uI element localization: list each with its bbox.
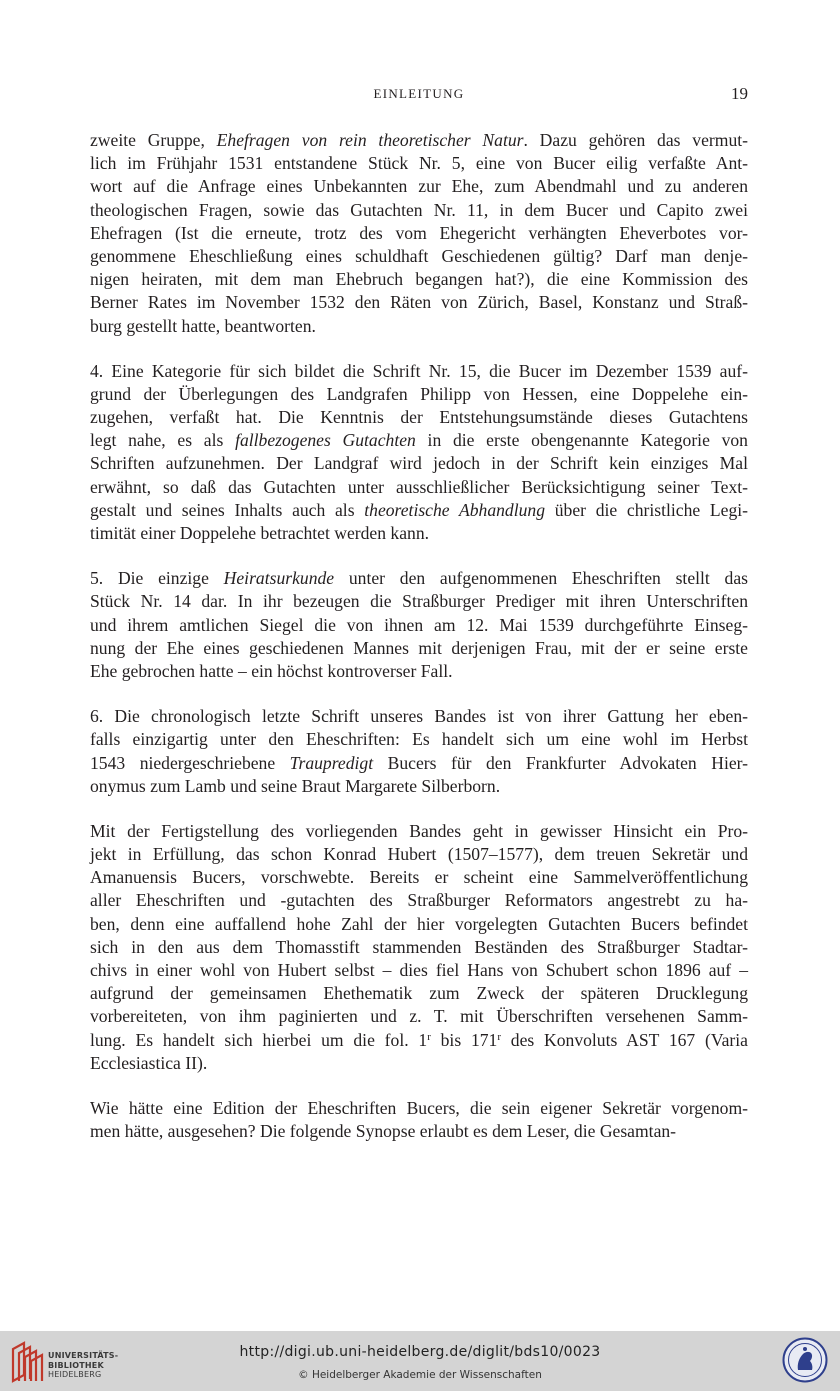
text-line [90, 499, 748, 522]
text-line [90, 820, 748, 843]
text-line [90, 660, 748, 683]
text-run: Schriften aufzunehmen. Der Landgraf wird jedoch in der Schrift kein einziges Mal [90, 453, 748, 474]
text-line [90, 129, 748, 152]
text-run: chivs in einer wohl von Hubert selbst – dies fiel Hans von Schubert schon 1896 auf – [90, 960, 748, 980]
italic-term: Traupredigt [289, 752, 374, 773]
logo-line-1: UNIVERSITÄTS- [48, 1351, 119, 1360]
footer-bar [0, 1331, 840, 1391]
italic-term: Ehefragen von rein theoretischer Natur [216, 130, 524, 150]
italic-term: theoretische Abhandlung [364, 499, 546, 520]
superscript: r [427, 1030, 431, 1043]
text-run: theologischen Fragen, sowie das Gutachten Nr. 11, in dem Bucer und Capito zwei [90, 199, 748, 220]
text-line [90, 982, 748, 1005]
text-line [90, 1120, 748, 1143]
text-run: Stück Nr. 14 dar. In ihr bezeugen die Straßburger Prediger mit ihren Unterschriften [90, 591, 748, 612]
text-run: ben, denn eine auffallend hohe Zahl der hier vorgelegten Gutachten Bucers befindet [90, 913, 748, 934]
text-line [90, 1029, 748, 1052]
paragraph-gap [90, 545, 748, 567]
paragraph-gap [90, 1075, 748, 1097]
text-line [90, 199, 748, 222]
text-line [90, 705, 748, 728]
text-run: Wie hätte eine Edition der Eheschriften Bucers, die sein eigener Sekretär vorgenom- [90, 1097, 748, 1118]
text-run: Ehefragen (Ist die erneute, trotz des vom Ehegericht verhängten Eheverbotes vor- [90, 222, 748, 243]
logo-line-3: HEIDELBERG [48, 1370, 102, 1379]
text-run: Ecclesiastica II). [90, 1052, 208, 1073]
paragraph [90, 820, 748, 1075]
text-line [90, 175, 748, 198]
text-run: und ihrem amtlichen Siegel die von ihnen am 12. Mai 1539 durchgeführte Einseg- [90, 614, 748, 635]
text-run: zweite Gruppe, [90, 130, 217, 150]
logo-line-2: BIBLIOTHEK [48, 1360, 104, 1370]
text-run: genommene Eheschließung eines schuldhaft Geschiedenen gültig? Darf man denje- [90, 245, 748, 266]
text-run: Bucers für den Frankfurter Advokaten Hier- [373, 752, 749, 773]
page-number: 19 [731, 84, 748, 103]
text-run: . Dazu gehören das vermut- [523, 130, 748, 150]
text-line [90, 590, 748, 613]
text-run: grund der Überlegungen des Landgrafen Philipp von Hessen, eine Doppelehe ein- [90, 383, 748, 404]
text-run: jekt in Erfüllung, das schon Konrad Hubert (1507–1577), dem treuen Sekretär und [90, 844, 748, 865]
text-line [90, 637, 748, 660]
text-line [90, 614, 748, 637]
text-line [90, 728, 748, 751]
permalink-url[interactable]: http://digi.ub.uni-heidelberg.de/diglit/bds10/0023 [239, 1344, 601, 1360]
text-line [90, 843, 748, 866]
text-run: wort auf die Anfrage eines Unbekannten zur Ehe, zum Abendmahl und zu anderen [90, 176, 748, 197]
text-line [90, 775, 748, 798]
italic-term: fallbezogenes Gutachten [235, 430, 416, 451]
text-line [90, 152, 748, 175]
paragraph [90, 567, 748, 683]
text-line [90, 476, 748, 499]
text-line [90, 429, 748, 452]
paragraph [90, 360, 748, 546]
running-title: EINLEITUNG [373, 86, 465, 101]
text-line [90, 1052, 748, 1075]
text-line [90, 315, 748, 338]
text-run: timität einer Doppelehe betrachtet werden kann. [90, 523, 430, 543]
text-line [90, 383, 748, 406]
text-run: falls einzigartig unter den Eheschriften: Es handelt sich um eine wohl im Herbst [90, 729, 748, 750]
text-line [90, 245, 748, 268]
paragraph [90, 705, 748, 798]
text-run: nung der Ehe eines geschiedenen Mannes mit derjenigen Frau, mit der er seine erste [90, 637, 748, 658]
paragraph [90, 129, 748, 338]
text-line [90, 752, 748, 775]
text-line [90, 522, 748, 545]
text-run: burg gestellt hatte, beantworten. [90, 315, 316, 336]
paragraph-gap [90, 798, 748, 820]
text-run: zugehen, verfaßt hat. Die Kenntnis der Entstehungsumstände dieses Gutachtens [90, 407, 748, 428]
text-run: legt nahe, es als [90, 430, 236, 451]
text-run: unter den aufgenommenen Eheschriften stellt das [334, 568, 748, 589]
text-run: 1543 niedergeschriebene [90, 752, 290, 773]
text-line [90, 452, 748, 475]
text-run: Berner Rates im November 1532 den Räten von Zürich, Basel, Konstanz und Straß- [90, 292, 748, 313]
text-run: 5. Die einzige [90, 568, 224, 589]
paragraph-gap [90, 338, 748, 360]
paragraph [90, 1097, 748, 1143]
text-run: vorbereiteten, von ihm paginierten und z. T. mit Überschriften versehenen Samm- [90, 1006, 748, 1027]
text-run: des Konvoluts AST 167 (Varia [501, 1029, 748, 1050]
text-run: erwähnt, so daß das Gutachten unter ausschließlicher Berücksichtigung seiner Text- [90, 476, 748, 497]
text-run: 4. Eine Kategorie für sich bildet die Schrift Nr. 15, die Bucer im Dezember 1539 auf- [90, 360, 748, 381]
superscript: r [497, 1030, 502, 1043]
text-line [90, 959, 748, 982]
text-line [90, 268, 748, 291]
italic-term: Heiratsurkunde [223, 568, 335, 589]
text-run: über die christliche Legi- [545, 499, 749, 520]
text-line [90, 889, 748, 912]
running-head [90, 84, 748, 106]
text-run: 6. Die chronologisch letzte Schrift unseres Bandes ist von ihrer Gattung her eben- [90, 706, 748, 727]
text-run: aller Eheschriften und -gutachten des Straßburger Reformators angestrebt zu ha- [90, 890, 748, 911]
text-run: in die erste obengenannte Kategorie von [415, 430, 748, 451]
text-line [90, 360, 748, 383]
text-line [90, 1005, 748, 1028]
text-run: Amanuensis Bucers, vorschwebte. Bereits er scheint eine Sammelveröffentlichung [90, 867, 748, 888]
text-line [90, 567, 748, 590]
text-run: gestalt und seines Inhalts auch als [90, 499, 365, 520]
text-run: lung. Es handelt sich hierbei um die fol. 1 [90, 1029, 428, 1050]
text-line [90, 866, 748, 889]
copyright-notice: © Heidelberger Akademie der Wissenschaften [298, 1369, 542, 1381]
text-line [90, 291, 748, 314]
text-run: bis 171 [430, 1029, 498, 1050]
text-line [90, 406, 748, 429]
text-line [90, 1097, 748, 1120]
text-line [90, 913, 748, 936]
paragraph-gap [90, 683, 748, 705]
text-run: Mit der Fertigstellung des vorliegenden Bandes geht in gewisser Hinsicht ein Pro- [90, 820, 748, 841]
academy-seal-icon[interactable] [782, 1337, 828, 1383]
text-run: nigen heiraten, mit dem man Ehebruch begangen hat?), die eine Kommission des [90, 269, 748, 290]
text-line [90, 936, 748, 959]
text-run: aufgrund der gemeinsamen Ehethematik zum Zweck der späteren Drucklegung [90, 983, 748, 1004]
text-run: Ehe gebrochen hatte – ein höchst kontroverser Fall. [90, 660, 453, 681]
text-run: men hätte, ausgesehen? Die folgende Synopse erlaubt es dem Leser, die Gesamtan- [90, 1121, 677, 1142]
body-text [90, 129, 748, 1143]
text-run: onymus zum Lamb und seine Braut Margarete Silberborn. [90, 775, 501, 796]
text-run: sich in den aus dem Thomasstift stammenden Beständen des Straßburger Stadtar- [90, 936, 748, 957]
text-run: lich im Frühjahr 1531 entstandene Stück Nr. 5, eine von Bucer eilig verfaßte Ant- [90, 153, 748, 174]
text-line [90, 222, 748, 245]
